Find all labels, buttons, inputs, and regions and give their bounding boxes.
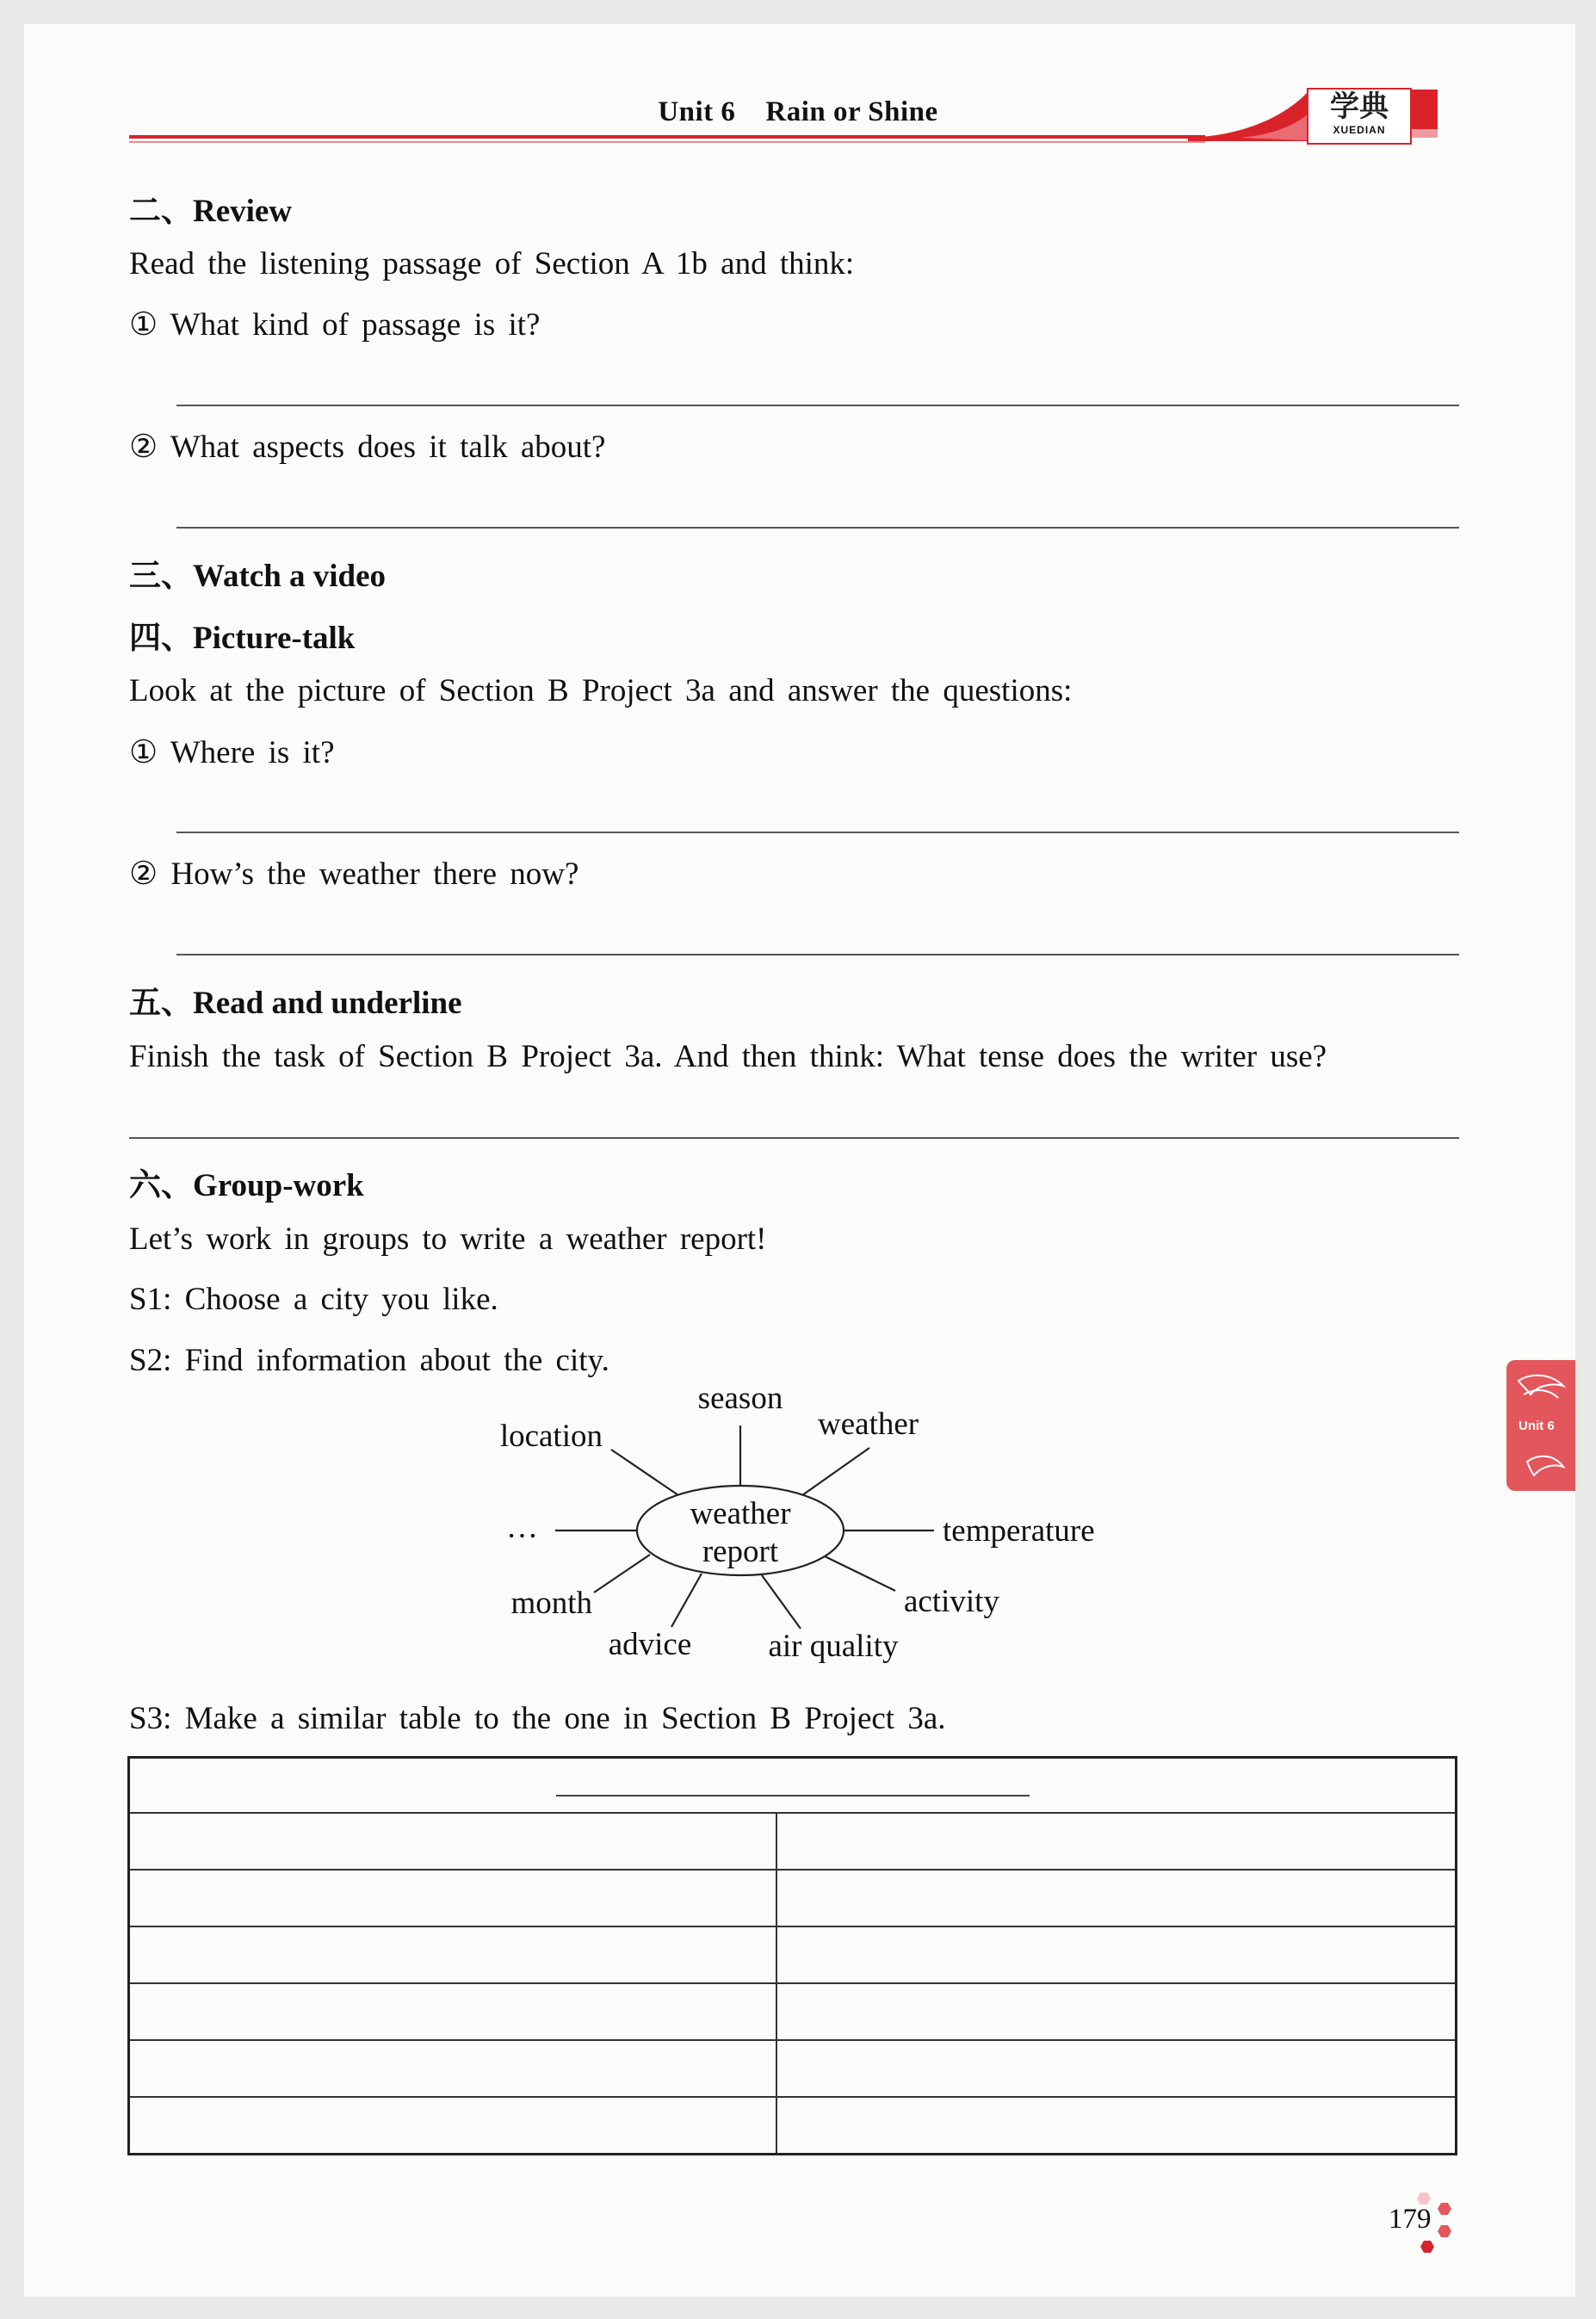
step-s2: S2: Find information about the city. bbox=[129, 1343, 609, 1378]
node-air-quality: air quality bbox=[768, 1629, 899, 1664]
table-row-divider bbox=[130, 2039, 1455, 2041]
node-advice: advice bbox=[608, 1627, 692, 1662]
table-row-divider bbox=[130, 1812, 1455, 1814]
page-number: 179 bbox=[1389, 2204, 1432, 2235]
node-location: location bbox=[499, 1419, 603, 1454]
node-weather: weather bbox=[818, 1407, 919, 1442]
table-row-divider bbox=[130, 2096, 1455, 2098]
answer-line-picture-1[interactable] bbox=[176, 832, 1459, 833]
node-activity: activity bbox=[904, 1584, 999, 1619]
video-heading: 三、Watch a video bbox=[129, 559, 387, 594]
link-weather bbox=[802, 1448, 869, 1495]
node-season: season bbox=[697, 1381, 783, 1416]
group-work-heading: 六、Group-work bbox=[129, 1168, 364, 1203]
node-ellipsis: … bbox=[506, 1510, 538, 1545]
brand-logo bbox=[1307, 88, 1412, 145]
node-month: month bbox=[510, 1586, 592, 1621]
answer-line-picture-2[interactable] bbox=[176, 954, 1459, 955]
header-rule bbox=[129, 135, 1205, 139]
picture-talk-heading: 四、Picture-talk bbox=[129, 621, 356, 656]
mind-map-center-line-1: weather bbox=[690, 1496, 791, 1531]
review-question-2: ② What aspects does it talk about? bbox=[129, 430, 606, 465]
answer-line-review-2[interactable] bbox=[176, 527, 1459, 529]
answer-line-tense[interactable] bbox=[129, 1137, 1459, 1139]
link-activity bbox=[825, 1556, 895, 1591]
mind-map-center-line-2: report bbox=[702, 1534, 779, 1569]
step-s3: S3: Make a similar table to the one in Section B Project 3a. bbox=[129, 1701, 946, 1736]
step-s1: S1: Choose a city you like. bbox=[129, 1282, 498, 1317]
table-row-divider bbox=[130, 1982, 1455, 1984]
header-rule-thin bbox=[129, 141, 1205, 143]
review-question-1: ① What kind of passage is it? bbox=[129, 307, 541, 343]
link-month bbox=[594, 1555, 650, 1592]
table-title-blank[interactable] bbox=[556, 1795, 1030, 1796]
picture-talk-instruction: Look at the picture of Section B Project 3a and answer the questions: bbox=[129, 673, 1073, 708]
picture-talk-question-1: ① Where is it? bbox=[129, 735, 335, 770]
weather-report-table bbox=[127, 1756, 1457, 2155]
node-temperature: temperature bbox=[943, 1513, 1095, 1549]
table-row-divider bbox=[130, 1926, 1455, 1927]
read-underline-instruction: Finish the task of Section B Project 3a. And then think: What tense does the writer use? bbox=[129, 1039, 1327, 1074]
group-work-intro: Let’s work in groups to write a weather report! bbox=[129, 1221, 767, 1257]
unit-title: Unit 6 Rain or Shine bbox=[658, 96, 938, 127]
picture-talk-question-2: ② How’s the weather there now? bbox=[129, 856, 579, 892]
unit-side-tab[interactable] bbox=[1506, 1360, 1575, 1491]
table-row-divider bbox=[130, 1869, 1455, 1871]
answer-line-review-1[interactable] bbox=[176, 405, 1459, 406]
review-heading: 二、Review bbox=[129, 194, 293, 229]
side-tab-label: Unit 6 bbox=[1519, 1419, 1555, 1433]
link-advice bbox=[671, 1574, 702, 1627]
brand-name-en: XUEDIAN bbox=[1333, 124, 1386, 136]
read-underline-heading: 五、Read and underline bbox=[129, 986, 462, 1021]
brand-name-cn: 学典 bbox=[1330, 90, 1389, 124]
weather-report-mind-map bbox=[465, 1377, 1119, 1687]
review-instruction: Read the listening passage of Section A 1b and think: bbox=[129, 246, 855, 281]
link-location bbox=[611, 1450, 678, 1495]
link-air-quality bbox=[762, 1575, 801, 1629]
table-column-divider bbox=[776, 1812, 777, 2153]
